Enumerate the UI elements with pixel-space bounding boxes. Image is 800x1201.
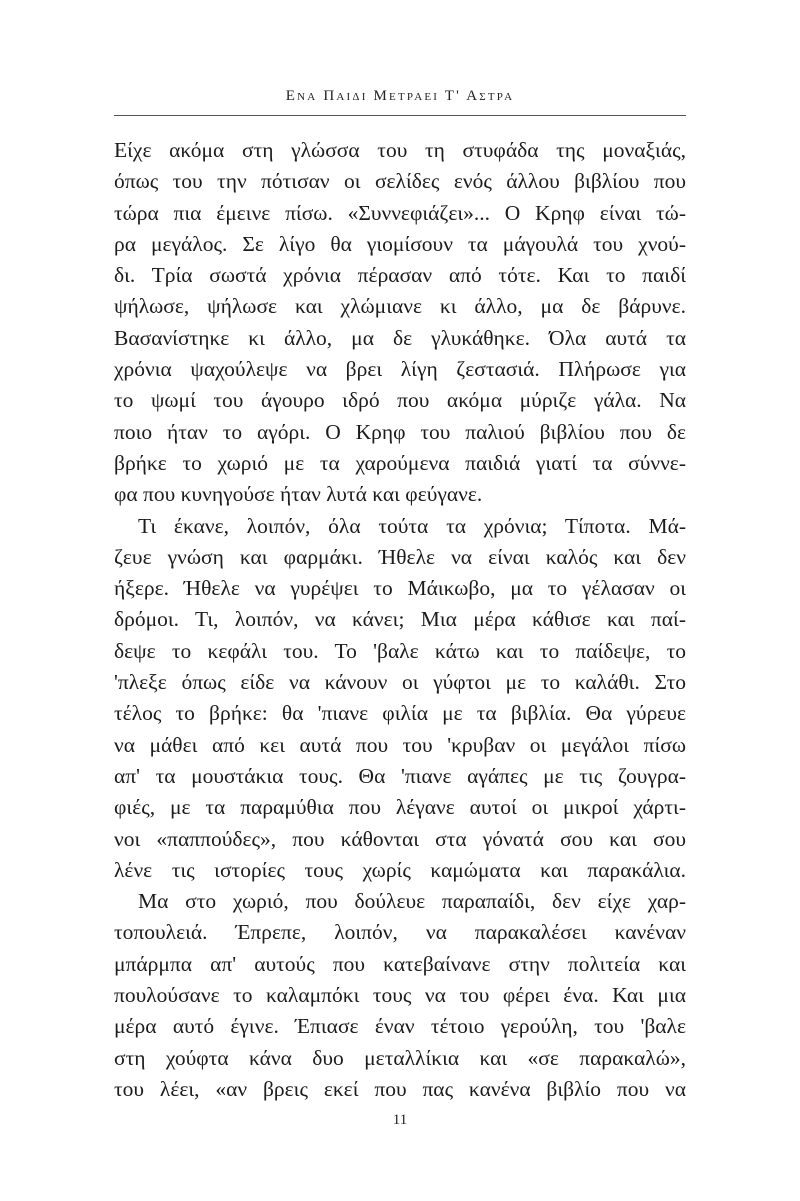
text-line: τώρα πια έμεινε πίσω. «Συννεφιάζει»... Ο Κρηφ είναι τώ-: [114, 200, 686, 225]
text-line: ψήλωσε, ψήλωσε και χλώμιανε κι άλλο, μα δε βάρυνε.: [114, 294, 686, 319]
text-line: το ψωμί του άγουρο ιδρό που ακόμα μύριζε γάλα. Να: [114, 388, 686, 413]
text-line: πουλούσανε το καλαμπόκι τους να του φέρει ένα. Και μια: [114, 983, 686, 1008]
running-head: Ενα Παιδι Μετραει Τ' Αστρα: [285, 88, 515, 104]
text-line: τέλος το βρήκε: θα 'πιανε φιλία με τα βιβλία. Θα γύρευε: [114, 701, 686, 726]
body-text: [114, 135, 686, 1105]
text-line: ρα μεγάλος. Σε λίγο θα γιομίσουν τα μάγουλά του χνού-: [114, 231, 686, 256]
text-line: απ' τα μουστάκια τους. Θα 'πιανε αγάπες με τις ζουγρα-: [114, 763, 686, 788]
text-line: βρήκε το χωριό με τα χαρούμενα παιδιά γιατί τα σύννε-: [114, 450, 686, 475]
text-line: ζευε γνώση και φαρμάκι. Ήθελε να είναι καλός και δεν: [114, 544, 686, 569]
text-line: δρόμοι. Τι, λοιπόν, να κάνει; Μια μέρα κάθισε και παί-: [114, 607, 686, 632]
text-line: φα που κυνηγούσε ήταν λυτά και φεύγανε.: [114, 482, 483, 507]
paragraph: [114, 135, 686, 511]
text-line: του λέει, «αν βρεις εκεί που πας κανένα βιβλίο που να: [114, 1076, 686, 1101]
text-line: στη χούφτα κάνα δυο μεταλλίκια και «σε παρακαλώ»,: [114, 1045, 686, 1070]
text-line: Βασανίστηκε κι άλλο, μα δε γλυκάθηκε. Όλα αυτά τα: [114, 325, 686, 350]
text-line: νοι «παππούδες», που κάθονται στα γόνατά σου και σου: [114, 826, 686, 851]
text-line: 'πλεξε όπως είδε να κάνουν οι γύφτοι με το καλάθι. Στο: [114, 670, 686, 695]
text-line: Τι έκανε, λοιπόν, όλα τούτα τα χρόνια; Τίποτα. Μά-: [138, 513, 686, 538]
page-number: 11: [392, 1112, 408, 1128]
text-line: δι. Τρία σωστά χρόνια πέρασαν από τότε. Και το παιδί: [114, 263, 686, 288]
text-line: φιές, με τα παραμύθια που λέγανε αυτοί οι μικροί χάρτι-: [114, 795, 686, 820]
text-line: Είχε ακόμα στη γλώσσα του τη στυφάδα της μοναξιάς,: [114, 138, 686, 162]
text-line: ποιο ήταν το αγόρι. Ο Κρηφ του παλιού βιβλίου που δε: [114, 419, 686, 444]
text-line: λένε τις ιστορίες τους χωρίς καμώματα και παρακάλια.: [114, 857, 686, 882]
text-line: να μάθει από κει αυτά που του 'κρυβαν οι μεγάλοι πίσω: [114, 732, 686, 757]
paragraph: [114, 511, 686, 887]
text-line: όπως του την πότισαν οι σελίδες ενός άλλου βιβλίου που: [114, 169, 686, 194]
header-rule: [114, 115, 686, 116]
text-line: χρόνια ψαχούλεψε να βρει λίγη ζεστασιά. Πλήρωσε για: [114, 357, 686, 382]
text-line: δεψε το κεφάλι του. Το 'βαλε κάτω και το παίδεψε, το: [114, 638, 686, 663]
text-line: Μα στο χωριό, που δούλευε παραπαίδι, δεν είχε χαρ-: [138, 889, 686, 914]
paragraph: [114, 886, 686, 1105]
text-line: τοπουλειά. Έπρεπε, λοιπόν, να παρακαλέσει κανέναν: [114, 920, 686, 945]
text-line: μέρα αυτό έγινε. Έπιασε έναν τέτοιο γερούλη, του 'βαλε: [114, 1014, 686, 1039]
text-line: μπάρμπα απ' αυτούς που κατεβαίνανε στην πολιτεία και: [114, 951, 686, 976]
text-line: ήξερε. Ήθελε να γυρέψει το Μάικωβο, μα το γέλασαν οι: [114, 576, 686, 601]
